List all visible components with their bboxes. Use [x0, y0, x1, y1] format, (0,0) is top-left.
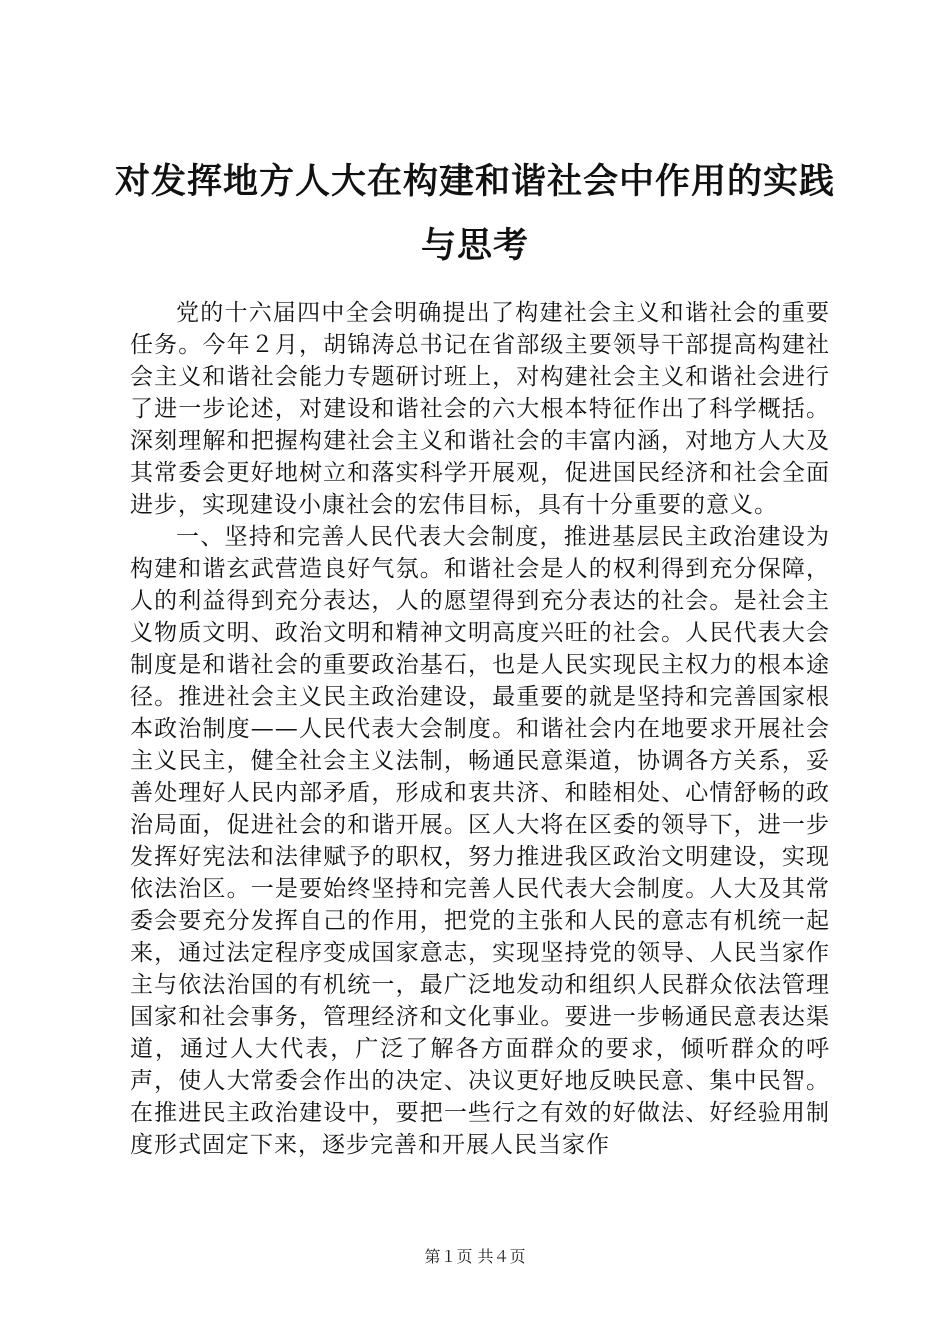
page-number: 第１页 共４页	[424, 1247, 526, 1266]
paragraph-section-one: 一、坚持和完善人民代表大会制度，推进基层民主政治建设为构建和谐玄武营造良好气氛。和谐社会是人的权利得到充分保障，人的利益得到充分表达，人的愿望得到充分表达的社会。是社会主义物质文明、政治文明和精神文明高度兴旺的社会。人民代表大会制度是和谐社会的重要政治基石，也是人民实现民主权力的根本途径。推进社会主义民主政治建设，最重要的就是坚持和完善国家根本政治制度——人民代表大会制度。和谐社会内在地要求开展社会主义民主，健全社会主义法制，畅通民意渠道，协调各方关系，妥善处理好人民内部矛盾，形成和衷共济、和睦相处、心情舒畅的政治局面，促进社会的和谐开展。区人大将在区委的领导下，进一步发挥好宪法和法律赋予的职权，努力推进我区政治文明建设，实现依法治区。一是要始终坚持和完善人民代表大会制度。人大及其常委会要充分发挥自己的作用，把党的主张和人民的意志有机统一起来，通过法定程序变成国家意志，实现坚持党的领导、人民当家作主与依法治国的有机统一，最广泛地发动和组织人民群众依法管理国家和社会事务，管理经济和文化事业。要进一步畅通民意表达渠道，通过人大代表，广泛了解各方面群众的要求，倾听群众的呼声，使人大常委会作出的决定、决议更好地反映民意、集中民智。在推进民主政治建设中，要把一些行之有效的好做法、好经验用制度形式固定下来，逐步完善和开展人民当家作	[130, 524, 830, 1158]
page-footer	[0, 1244, 950, 1267]
paragraph-intro: 党的十六届四中全会明确提出了构建社会主义和谐社会的重要任务。今年２月，胡锦涛总书记在省部级主要领导干部提高构建社会主义和谐社会能力专题研讨班上，对构建社会主义和谐社会进行了进一步论述，对建设和谐社会的六大根本特征作出了科学概括。深刻理解和把握构建社会主义和谐社会的丰富内涵，对地方人大及其常委会更好地树立和落实科学开展观，促进国民经济和社会全面进步，实现建设小康社会的宏伟目标，具有十分重要的意义。	[130, 300, 830, 518]
document-body	[130, 297, 830, 1161]
document-title: 对发挥地方人大在构建和谐社会中作用的实践与思考	[114, 161, 835, 266]
